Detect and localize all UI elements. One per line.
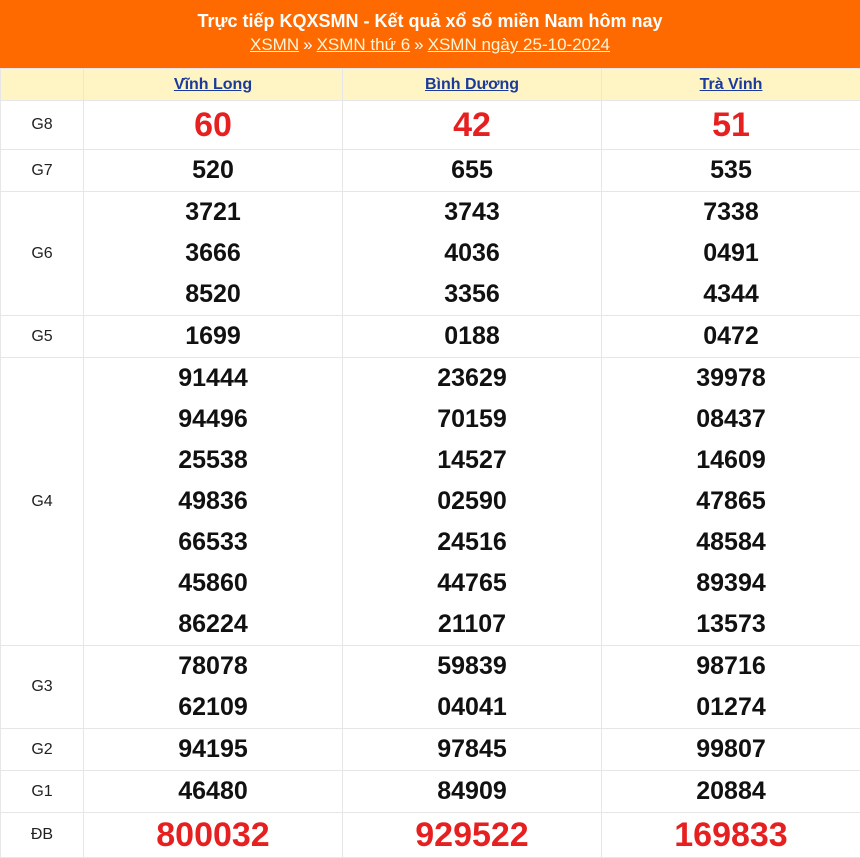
province-header	[343, 69, 602, 101]
province-header-row	[1, 69, 860, 101]
winning-number: 01274	[602, 687, 860, 728]
winning-number: 62109	[84, 687, 342, 728]
prize-cell	[602, 358, 860, 646]
winning-number: 42	[343, 101, 601, 149]
prize-cell	[343, 646, 602, 729]
prize-cell	[84, 813, 343, 858]
winning-number: 49836	[84, 481, 342, 522]
winning-number: 0472	[602, 316, 860, 357]
prize-cell	[84, 150, 343, 192]
winning-number: 0491	[602, 233, 860, 274]
winning-number: 13573	[602, 604, 860, 645]
prize-cell	[343, 101, 602, 150]
winning-number: 24516	[343, 522, 601, 563]
prize-row	[1, 771, 860, 813]
winning-number: 4344	[602, 274, 860, 315]
winning-number: 47865	[602, 481, 860, 522]
corner-cell	[1, 69, 84, 101]
prize-cell	[343, 192, 602, 316]
winning-number: 51	[602, 101, 860, 149]
prize-row	[1, 316, 860, 358]
province-link-vinh-long[interactable]: Vĩnh Long	[174, 76, 252, 93]
breadcrumb-separator: »	[414, 35, 423, 54]
prize-cell	[343, 729, 602, 771]
prize-row	[1, 192, 860, 316]
winning-number: 4036	[343, 233, 601, 274]
winning-number: 78078	[84, 646, 342, 687]
prize-cell	[84, 358, 343, 646]
winning-number: 520	[84, 150, 342, 191]
prize-cell	[602, 813, 860, 858]
winning-number: 46480	[84, 771, 342, 812]
winning-number: 8520	[84, 274, 342, 315]
breadcrumb-separator: »	[303, 35, 312, 54]
winning-number: 99807	[602, 729, 860, 770]
prize-cell	[84, 729, 343, 771]
winning-number: 45860	[84, 563, 342, 604]
winning-number: 04041	[343, 687, 601, 728]
prize-cell	[84, 316, 343, 358]
winning-number: 800032	[84, 813, 342, 857]
winning-number: 66533	[84, 522, 342, 563]
prize-row	[1, 813, 860, 858]
winning-number: 20884	[602, 771, 860, 812]
winning-number: 98716	[602, 646, 860, 687]
winning-number: 94195	[84, 729, 342, 770]
winning-number: 86224	[84, 604, 342, 645]
prize-label: G6	[1, 192, 84, 316]
prize-cell	[602, 771, 860, 813]
prize-row	[1, 729, 860, 771]
prize-row	[1, 358, 860, 646]
winning-number: 59839	[343, 646, 601, 687]
prize-row	[1, 646, 860, 729]
prize-row	[1, 150, 860, 192]
results-body	[1, 101, 860, 858]
winning-number: 169833	[602, 813, 860, 857]
prize-cell	[602, 316, 860, 358]
winning-number: 91444	[84, 358, 342, 399]
prize-label: G3	[1, 646, 84, 729]
prize-cell	[343, 771, 602, 813]
province-link-binh-duong[interactable]: Bình Dương	[425, 76, 519, 93]
winning-number: 14609	[602, 440, 860, 481]
prize-cell	[343, 316, 602, 358]
province-header	[84, 69, 343, 101]
winning-number: 70159	[343, 399, 601, 440]
winning-number: 94496	[84, 399, 342, 440]
winning-number: 7338	[602, 192, 860, 233]
winning-number: 44765	[343, 563, 601, 604]
prize-cell	[84, 192, 343, 316]
breadcrumb-xsmn[interactable]: XSMN	[250, 35, 299, 54]
prize-label: ĐB	[1, 813, 84, 858]
prize-label: G2	[1, 729, 84, 771]
breadcrumb-xsmn-thu-6[interactable]: XSMN thứ 6	[317, 35, 411, 54]
prize-cell	[343, 150, 602, 192]
winning-number: 1699	[84, 316, 342, 357]
prize-cell	[343, 813, 602, 858]
prize-cell	[602, 646, 860, 729]
winning-number: 08437	[602, 399, 860, 440]
winning-number: 655	[343, 150, 601, 191]
winning-number: 3721	[84, 192, 342, 233]
prize-cell	[343, 358, 602, 646]
prize-cell	[602, 101, 860, 150]
prize-cell	[602, 192, 860, 316]
prize-label: G7	[1, 150, 84, 192]
prize-label: G1	[1, 771, 84, 813]
winning-number: 3743	[343, 192, 601, 233]
winning-number: 39978	[602, 358, 860, 399]
prize-label: G4	[1, 358, 84, 646]
winning-number: 48584	[602, 522, 860, 563]
winning-number: 535	[602, 150, 860, 191]
winning-number: 3666	[84, 233, 342, 274]
winning-number: 89394	[602, 563, 860, 604]
winning-number: 23629	[343, 358, 601, 399]
prize-cell	[84, 646, 343, 729]
winning-number: 0188	[343, 316, 601, 357]
breadcrumb	[0, 34, 860, 56]
winning-number: 21107	[343, 604, 601, 645]
winning-number: 3356	[343, 274, 601, 315]
winning-number: 929522	[343, 813, 601, 857]
breadcrumb-xsmn-date[interactable]: XSMN ngày 25-10-2024	[428, 35, 610, 54]
prize-cell	[602, 150, 860, 192]
winning-number: 97845	[343, 729, 601, 770]
prize-cell	[84, 771, 343, 813]
winning-number: 60	[84, 101, 342, 149]
results-table	[0, 68, 860, 858]
winning-number: 25538	[84, 440, 342, 481]
winning-number: 84909	[343, 771, 601, 812]
province-link-tra-vinh[interactable]: Trà Vinh	[700, 76, 763, 93]
province-header	[602, 69, 860, 101]
page-title: Trực tiếp KQXSMN - Kết quả xổ số miền Nam hôm nay	[0, 10, 860, 32]
winning-number: 14527	[343, 440, 601, 481]
page-header	[0, 0, 860, 68]
prize-label: G5	[1, 316, 84, 358]
prize-cell	[84, 101, 343, 150]
winning-number: 02590	[343, 481, 601, 522]
prize-cell	[602, 729, 860, 771]
prize-row	[1, 101, 860, 150]
prize-label: G8	[1, 101, 84, 150]
